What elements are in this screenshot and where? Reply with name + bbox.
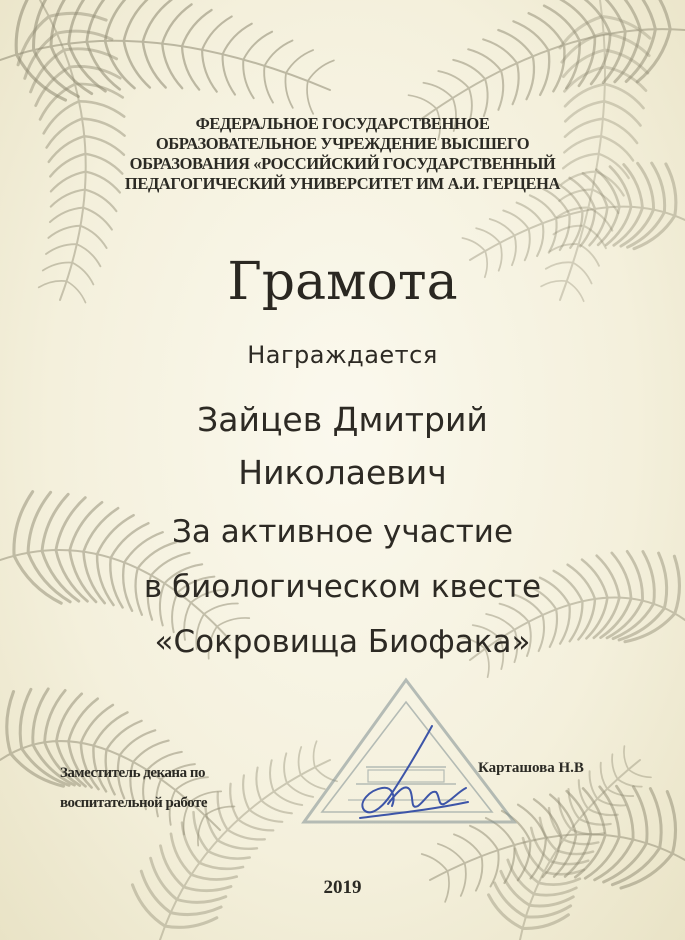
signatory-role-line: Заместитель декана по (60, 765, 205, 781)
award-reason (0, 505, 685, 670)
recipient-name (0, 393, 685, 499)
handwritten-signature (340, 718, 480, 828)
header-line: ОБРАЗОВАНИЯ «РОССИЙСКИЙ ГОСУДАРСТВЕННЫЙ (129, 154, 556, 173)
certificate-year: 2019 (323, 877, 362, 898)
awarded-label: Награждается (247, 341, 438, 369)
institution-header (60, 114, 625, 194)
certificate-title: Грамота (227, 252, 458, 312)
reason-line: в биологическом квесте (143, 569, 542, 605)
signatory-name: Карташова Н.В (478, 760, 584, 776)
recipient-name-line: Зайцев Дмитрий (197, 400, 488, 439)
signatory-role (60, 758, 207, 818)
reason-line: «Сокровища Биофака» (154, 624, 531, 660)
header-line: ПЕДАГОГИЧЕСКИЙ УНИВЕРСИТЕТ ИМ А.И. ГЕРЦЕНА (124, 174, 561, 193)
reason-line: За активное участие (171, 514, 514, 550)
header-line: ФЕДЕРАЛЬНОЕ ГОСУДАРСТВЕННОЕ (195, 114, 490, 133)
header-line: ОБРАЗОВАТЕЛЬНОЕ УЧРЕЖДЕНИЕ ВЫСШЕГО (155, 134, 530, 153)
recipient-name-line: Николаевич (238, 453, 447, 492)
signatory-role-line: воспитательной работе (60, 795, 207, 811)
